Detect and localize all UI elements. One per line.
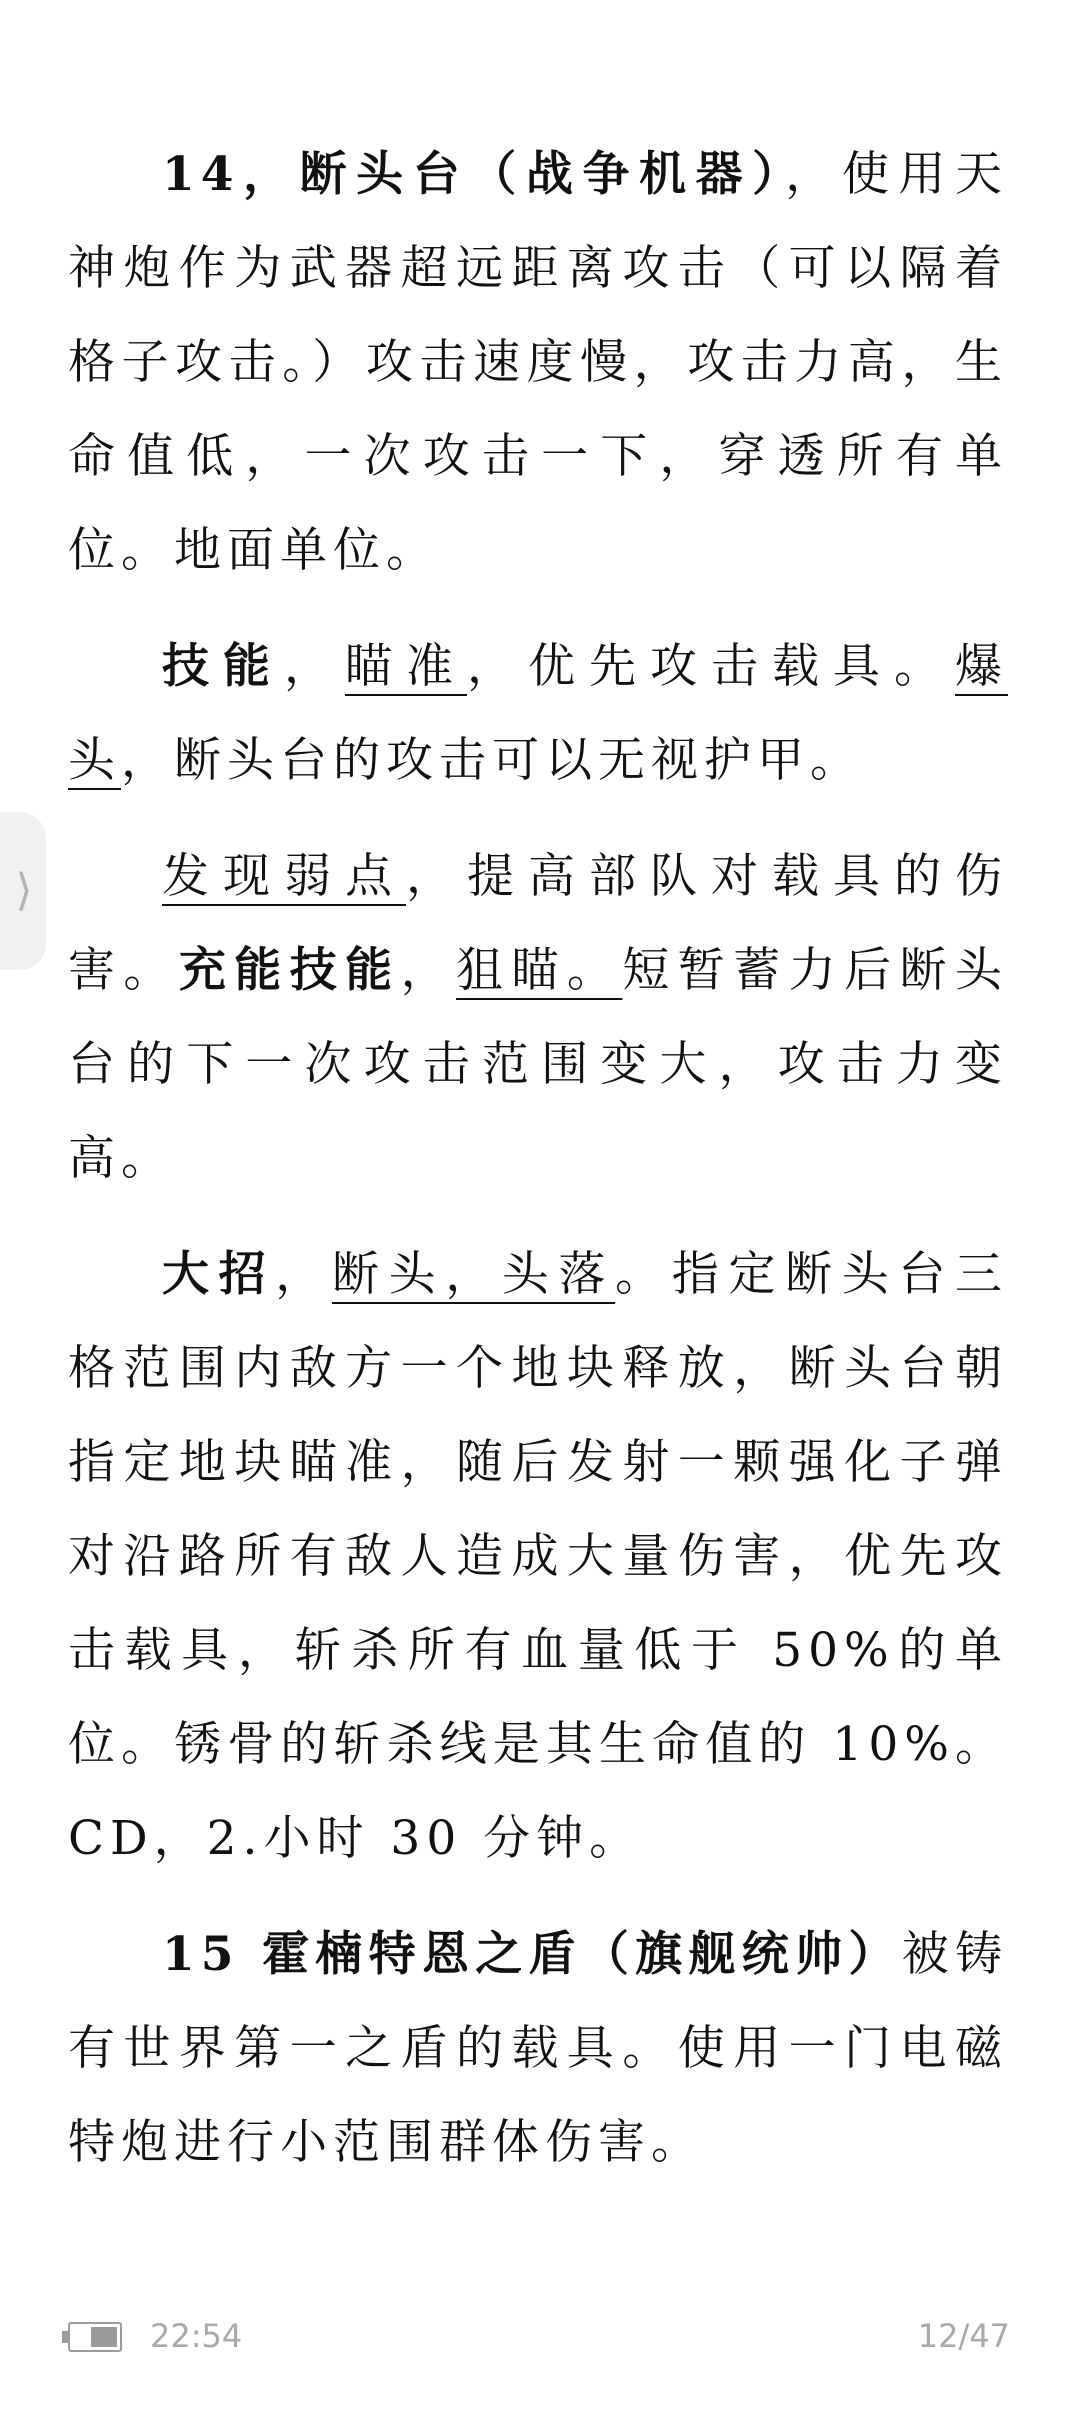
paragraph-ultimate bbox=[68, 1228, 1008, 1886]
separator: ， bbox=[400, 943, 457, 998]
paragraph-weakness bbox=[68, 830, 1008, 1206]
skill-find-weakness: 发现弱点 bbox=[162, 849, 406, 904]
reader-status-bar bbox=[0, 2308, 1080, 2368]
separator: ， bbox=[275, 1247, 332, 1302]
unit-title-guillotine: 14，断头台（战争机器） bbox=[162, 147, 786, 202]
ultimate-desc: 。指定断头台三格范围内敌方一个地块释放，断头台朝指定地块瞄准，随后发射一颗强化子弹对沿路所有敌人造成大量伤害，优先攻击载具，斩杀所有血量低于 50%的单位。锈骨的斩杀线是其生命值的 10%。CD，2.小时 30 分钟。 bbox=[68, 1247, 1009, 1866]
separator: ， bbox=[284, 639, 345, 694]
battery-icon bbox=[62, 2322, 122, 2352]
unit-description: 被铸有世界第一之盾的载具。使用一门电磁特炮进行小范围群体伤害。 bbox=[68, 1927, 1008, 2170]
paragraph-guillotine bbox=[68, 128, 1008, 598]
skill-aim-desc: ，优先攻击载具。 bbox=[467, 639, 955, 694]
reader-page bbox=[68, 128, 1008, 2212]
skill-headshot-desc: ，断头台的攻击可以无视护甲。 bbox=[121, 733, 863, 788]
ultimate-label: 大招 bbox=[162, 1247, 276, 1302]
ultimate-skill: 断头，头落 bbox=[331, 1247, 616, 1302]
unit-title-shield: 15 霍楠特恩之盾（旗舰统帅） bbox=[162, 1927, 902, 1982]
skill-headshot: 爆头 bbox=[68, 639, 1008, 788]
clock-time: 22:54 bbox=[150, 2317, 243, 2355]
chevron-right-icon: ⟩ bbox=[15, 865, 33, 916]
battery-level bbox=[91, 2327, 117, 2347]
skill-find-weakness-desc: ，提高部队对载具的伤害。 bbox=[68, 849, 1008, 998]
charge-skill-label: 充能技能 bbox=[178, 943, 401, 998]
skill-label: 技能 bbox=[162, 639, 284, 694]
paragraph-shield bbox=[68, 1908, 1008, 2190]
skill-aim: 瞄准 bbox=[345, 639, 467, 694]
side-drawer-handle[interactable] bbox=[0, 812, 46, 970]
skill-snipe-desc: 短暂蓄力后断头台的下一次攻击范围变大，攻击力变高。 bbox=[68, 943, 1008, 1186]
skill-snipe: 狙瞄。 bbox=[456, 943, 623, 998]
paragraph-skills bbox=[68, 620, 1008, 808]
page-indicator: 12/47 bbox=[917, 2317, 1010, 2355]
unit-description: ，使用天神炮作为武器超远距离攻击（可以隔着格子攻击。）攻击速度慢，攻击力高，生命值低，一次攻击一下，穿透所有单位。地面单位。 bbox=[68, 147, 1008, 578]
